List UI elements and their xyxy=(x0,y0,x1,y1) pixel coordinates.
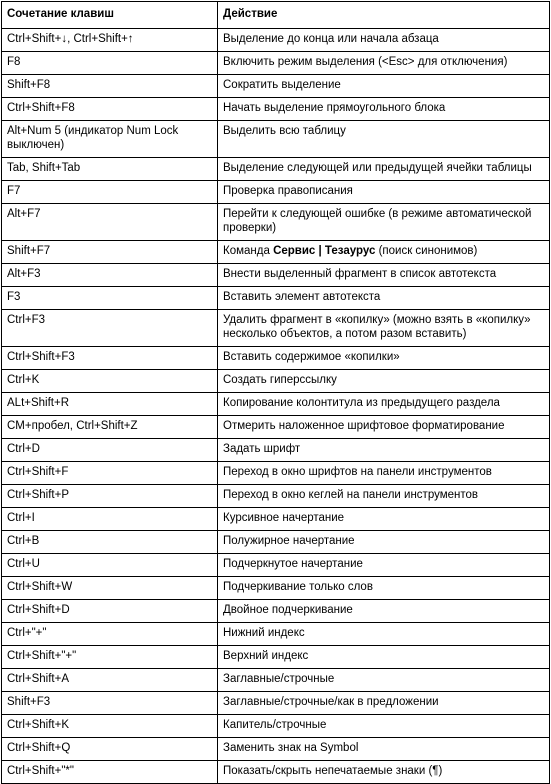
cell-action: Переход в окно шрифтов на панели инструментов xyxy=(218,462,550,485)
cell-keys: Ctrl+U xyxy=(2,554,218,577)
cell-action: Вставить содержимое «копилки» xyxy=(218,347,550,370)
header-row xyxy=(2,2,550,29)
table-row xyxy=(2,600,550,623)
table-row xyxy=(2,310,550,347)
table-row xyxy=(2,738,550,761)
cell-keys: Ctrl+K xyxy=(2,370,218,393)
cell-keys: Shift+F3 xyxy=(2,692,218,715)
table-row xyxy=(2,508,550,531)
table-body xyxy=(2,29,550,784)
cell-action: Подчеркнутое начертание xyxy=(218,554,550,577)
cell-keys: Ctrl+F3 xyxy=(2,310,218,347)
shortcuts-table xyxy=(1,1,550,784)
cell-action: Выделение до конца или начала абзаца xyxy=(218,29,550,52)
cell-action: Капитель/строчные xyxy=(218,715,550,738)
cell-keys: Ctrl+Shift+"+" xyxy=(2,646,218,669)
table-row xyxy=(2,416,550,439)
table-row xyxy=(2,158,550,181)
header-action: Действие xyxy=(218,2,550,29)
cell-action: Перейти к следующей ошибке (в режиме автоматической проверки) xyxy=(218,204,550,241)
cell-action: Сократить выделение xyxy=(218,75,550,98)
table-row xyxy=(2,531,550,554)
cell-keys: Ctrl+I xyxy=(2,508,218,531)
cell-action: Создать гиперссылку xyxy=(218,370,550,393)
cell-action: Выделение следующей или предыдущей ячейки таблицы xyxy=(218,158,550,181)
cell-keys: ALt+Shift+R xyxy=(2,393,218,416)
cell-keys: CM+пробел, Ctrl+Shift+Z xyxy=(2,416,218,439)
table-row xyxy=(2,554,550,577)
cell-keys: F8 xyxy=(2,52,218,75)
table-row xyxy=(2,347,550,370)
cell-action: Проверка правописания xyxy=(218,181,550,204)
cell-keys: Ctrl+Shift+K xyxy=(2,715,218,738)
cell-keys: Ctrl+Shift+P xyxy=(2,485,218,508)
table-header xyxy=(2,2,550,29)
action-prefix: Команда xyxy=(223,245,274,257)
cell-keys: Alt+F7 xyxy=(2,204,218,241)
table-row xyxy=(2,462,550,485)
cell-action: Отмерить наложенное шрифтовое форматирование xyxy=(218,416,550,439)
cell-action: Выделить всю таблицу xyxy=(218,121,550,158)
table-row xyxy=(2,370,550,393)
table-row xyxy=(2,485,550,508)
table-row xyxy=(2,669,550,692)
action-suffix: (поиск синонимов) xyxy=(375,245,478,257)
table-row xyxy=(2,692,550,715)
cell-keys: F7 xyxy=(2,181,218,204)
cell-action: Курсивное начертание xyxy=(218,508,550,531)
cell-action: Заменить знак на Symbol xyxy=(218,738,550,761)
cell-keys: Ctrl+Shift+F xyxy=(2,462,218,485)
cell-keys: Ctrl+Shift+"*" xyxy=(2,761,218,784)
table-row xyxy=(2,121,550,158)
table-row xyxy=(2,29,550,52)
table-row xyxy=(2,52,550,75)
cell-action: Удалить фрагмент в «копилку» (можно взять в «копилку» несколько объектов, а потом разом вставить) xyxy=(218,310,550,347)
cell-keys: Ctrl+"+" xyxy=(2,623,218,646)
menu-command: Сервис | Тезаурус xyxy=(273,245,376,257)
cell-keys: Tab, Shift+Tab xyxy=(2,158,218,181)
table-row xyxy=(2,761,550,784)
table-row xyxy=(2,393,550,416)
table-row xyxy=(2,204,550,241)
table-row xyxy=(2,287,550,310)
cell-keys: Ctrl+Shift+F8 xyxy=(2,98,218,121)
cell-action: Заглавные/строчные xyxy=(218,669,550,692)
table-row xyxy=(2,646,550,669)
table-row xyxy=(2,439,550,462)
cell-keys: Shift+F8 xyxy=(2,75,218,98)
cell-action: Начать выделение прямоугольного блока xyxy=(218,98,550,121)
cell-action: Переход в окно кеглей на панели инструментов xyxy=(218,485,550,508)
table-row xyxy=(2,98,550,121)
cell-action xyxy=(218,241,550,264)
cell-keys: Alt+Num 5 (индикатор Num Lock выключен) xyxy=(2,121,218,158)
cell-keys: Alt+F3 xyxy=(2,264,218,287)
cell-keys: Ctrl+Shift+↓, Ctrl+Shift+↑ xyxy=(2,29,218,52)
cell-action: Заглавные/строчные/как в предложении xyxy=(218,692,550,715)
cell-action: Полужирное начертание xyxy=(218,531,550,554)
cell-keys: Ctrl+Shift+D xyxy=(2,600,218,623)
cell-action: Показать/скрыть непечатаемые знаки (¶) xyxy=(218,761,550,784)
cell-keys: Ctrl+D xyxy=(2,439,218,462)
cell-action: Нижний индекс xyxy=(218,623,550,646)
cell-keys: Ctrl+Shift+Q xyxy=(2,738,218,761)
table-row xyxy=(2,715,550,738)
cell-action: Верхний индекс xyxy=(218,646,550,669)
cell-action: Двойное подчеркивание xyxy=(218,600,550,623)
table-row xyxy=(2,264,550,287)
table-row xyxy=(2,623,550,646)
cell-action: Копирование колонтитула из предыдущего раздела xyxy=(218,393,550,416)
cell-keys: Ctrl+B xyxy=(2,531,218,554)
cell-keys: F3 xyxy=(2,287,218,310)
table-row xyxy=(2,241,550,264)
table-row xyxy=(2,577,550,600)
cell-keys: Ctrl+Shift+W xyxy=(2,577,218,600)
header-keys: Сочетание клавиш xyxy=(2,2,218,29)
table-row xyxy=(2,75,550,98)
cell-action: Подчеркивание только слов xyxy=(218,577,550,600)
cell-keys: Ctrl+Shift+F3 xyxy=(2,347,218,370)
cell-action: Задать шрифт xyxy=(218,439,550,462)
cell-action: Вставить элемент автотекста xyxy=(218,287,550,310)
cell-keys: Shift+F7 xyxy=(2,241,218,264)
cell-keys: Ctrl+Shift+A xyxy=(2,669,218,692)
cell-action: Включить режим выделения (<Esc> для отключения) xyxy=(218,52,550,75)
cell-action: Внести выделенный фрагмент в список автотекста xyxy=(218,264,550,287)
table-row xyxy=(2,181,550,204)
